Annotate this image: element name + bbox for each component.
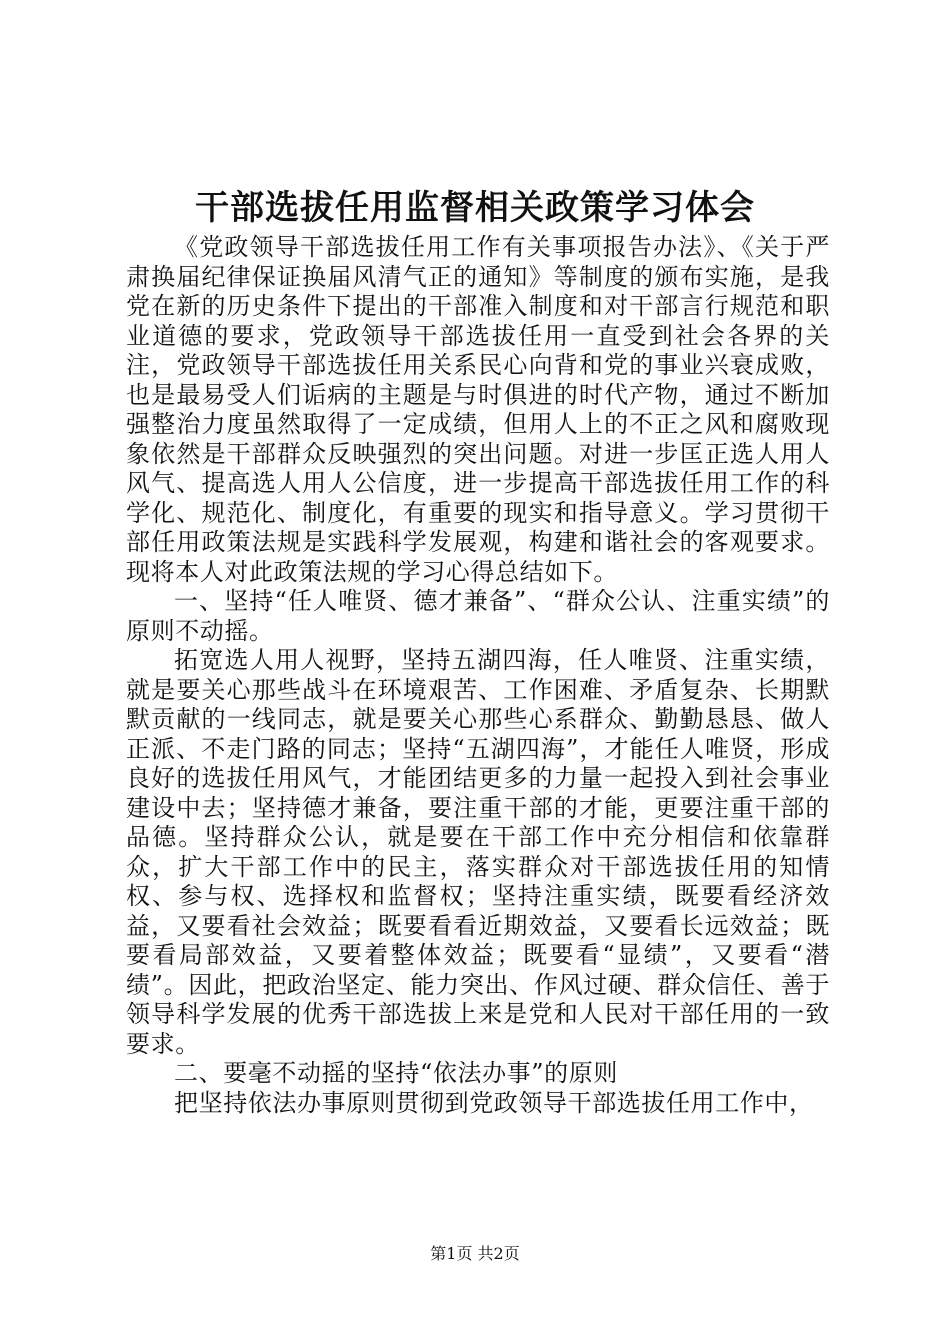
- section-heading-2: 二、要毫不动摇的坚持“依法办事”的原则: [174, 1059, 618, 1087]
- document-title: 干部选拔任用监督相关政策学习体会: [195, 188, 755, 228]
- page-footer: 第1页 共2页: [430, 1244, 520, 1263]
- paragraph-section-2: 把坚持依法办事原则贯彻到党政领导干部选拔任用工作中，: [174, 1088, 814, 1117]
- document-body: [126, 233, 830, 1118]
- paragraph-section-1: 拓宽选人用人视野，坚持五湖四海，任人唯贤、注重实绩，就是要关心那些战斗在环境艰苦、工作困难、矛盾复杂、长期默默贡献的一线同志，就是要关心那些心系群众、勤勤恳恳、做人正派、不走门路的同志；坚持“五湖四海”，才能任人唯贤，形成良好的选拔任用风气，才能团结更多的力量一起投入到社会事业建设中去；坚持德才兼备，要注重干部的才能，更要注重干部的品德。坚持群众公认，就是要在干部工作中充分相信和依靠群众，扩大干部工作中的民主，落实群众对干部选拔任用的知情权、参与权、选择权和监督权；坚持注重实绩，既要看经济效益，又要看社会效益；既要看看近期效益，又要看长远效益；既要看局部效益，又要着整体效益；既要看“显绩”，又要看“潜绩”。因此，把政治坚定、能力突出、作风过硬、群众信任、善于领导科学发展的优秀干部选拔上来是党和人民对干部任用的一致要求。: [126, 646, 830, 1058]
- section-heading-1: 一、坚持“任人唯贤、德才兼备”、“群众公认、注重实绩”的原则不动摇。: [126, 587, 830, 645]
- paragraph-intro: 《党政领导干部选拔任用工作有关事项报告办法》、《关于严肃换届纪律保证换届风清气正的通知》等制度的颁布实施，是我党在新的历史条件下提出的干部准入制度和对干部言行规范和职业道德的要求，党政领导干部选拔任用一直受到社会各界的关注，党政领导干部选拔任用关系民心向背和党的事业兴衰成败，也是最易受人们诟病的主题是与时俱进的时代产物，通过不断加强整治力度虽然取得了一定成绩，但用人上的不正之风和腐败现象依然是干部群众反映强烈的突出问题。对进一步匡正选人用人风气、提高选人用人公信度，进一步提高干部选拔任用工作的科学化、规范化、制度化，有重要的现实和指导意义。学习贯彻干部任用政策法规是实践科学发展观，构建和谐社会的客观要求。现将本人对此政策法规的学习心得总结如下。: [126, 233, 830, 586]
